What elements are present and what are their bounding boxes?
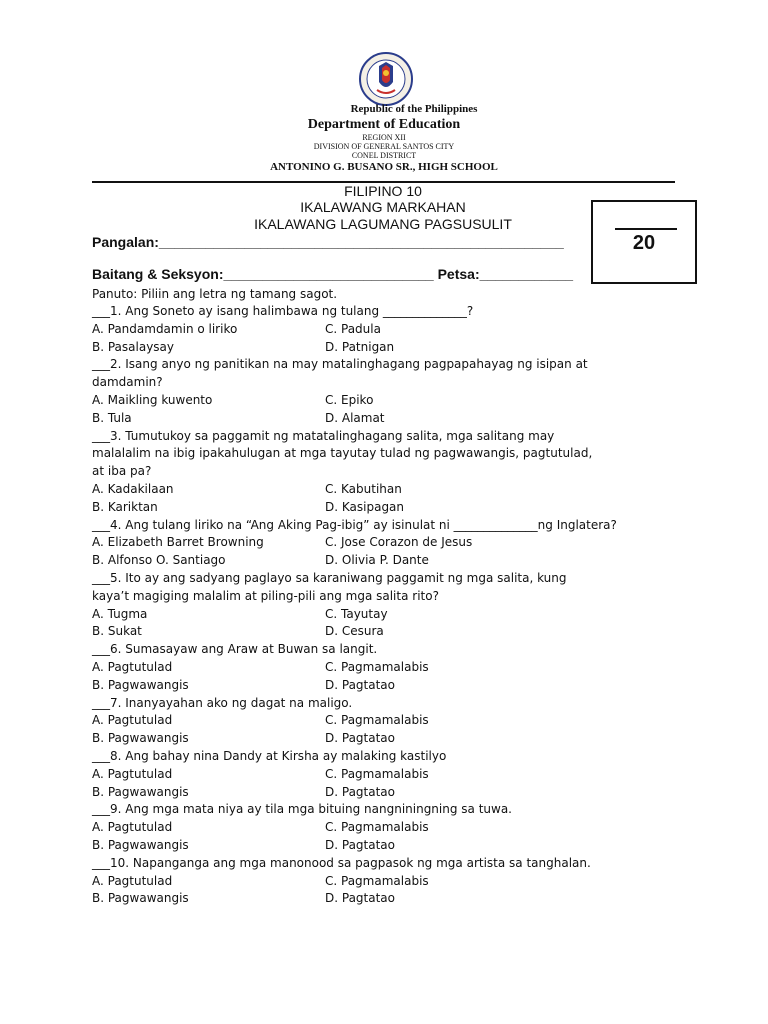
question-6-option: A. Pagtutulad	[92, 660, 173, 674]
question-5-text: kaya’t magiging malalim at piling-pili ang mga salita rito?	[92, 588, 439, 603]
district-heading: CONEL DISTRICT	[351, 151, 417, 160]
question-7-option: A. Pagtutulad	[92, 713, 173, 728]
question-2-option: D. Alamat	[325, 410, 385, 425]
question-5-option: A. Tugma	[92, 606, 148, 621]
question-10-text: ___10. Napanganga ang mga manonood sa pagpasok ng mga artista sa tanghalan.	[92, 855, 591, 870]
question-2-text: damdamin?	[92, 375, 163, 390]
question-5-text: ___5. Ito ay ang sadyang paglayo sa karaniwang paggamit ng mga salita, kung	[92, 571, 567, 585]
question-4-option: A. Elizabeth Barret Browning	[92, 535, 264, 550]
question-9-option: D. Pagtatao	[325, 838, 395, 852]
question-10-option: C. Pagmamalabis	[325, 873, 429, 888]
question-8-option: A. Pagtutulad	[92, 766, 173, 781]
question-7-option: B. Pagwawangis	[92, 731, 189, 746]
name-field: Pangalan:____________________________________________________	[92, 234, 564, 250]
exam-quarter: IKALAWANG MARKAHAN	[300, 199, 466, 215]
question-9-text: ___9. Ang mga mata niya ay tila mga bituing nangniningning sa tuwa.	[92, 802, 512, 817]
department-heading: Department of Education	[307, 117, 461, 132]
question-7-text: ___7. Inanyayahan ako ng dagat na maligo.	[92, 695, 353, 710]
question-6-option: B. Pagwawangis	[92, 677, 189, 692]
exam-title: IKALAWANG LAGUMANG PAGSUSULIT	[254, 216, 512, 232]
question-1-option: C. Padula	[325, 321, 381, 336]
question-9-option: C. Pagmamalabis	[325, 820, 429, 835]
school-heading: ANTONINO G. BUSANO SR., HIGH SCHOOL	[270, 161, 498, 173]
question-8-option: C. Pagmamalabis	[325, 766, 429, 781]
question-7-option: D. Pagtatao	[325, 731, 395, 746]
grade-section-date-field: Baitang & Seksyon:___________________________ Petsa:____________	[92, 266, 574, 282]
question-8-option: B. Pagwawangis	[92, 784, 189, 799]
score-total: 20	[632, 232, 656, 254]
score-blank	[615, 228, 677, 230]
question-8-text: ___8. Ang bahay nina Dandy at Kirsha ay malaking kastilyo	[92, 749, 447, 763]
question-9-option: A. Pagtutulad	[92, 820, 173, 835]
question-3-text: malalalim na ibig ipakahulugan at mga tayutay tulad ng pagwawangis, pagtutulad,	[92, 446, 593, 461]
question-6-option: D. Pagtatao	[325, 677, 395, 692]
question-7-option: C. Pagmamalabis	[325, 713, 429, 728]
question-6-option: C. Pagmamalabis	[325, 660, 429, 674]
question-10-option: A. Pagtutulad	[92, 873, 173, 888]
question-1-option: D. Patnigan	[325, 339, 395, 354]
question-3-text: at iba pa?	[92, 464, 152, 479]
question-3-option: D. Kasipagan	[325, 499, 405, 514]
question-3-option: A. Kadakilaan	[92, 482, 174, 496]
question-2-option: A. Maikling kuwento	[92, 393, 213, 407]
score-box	[591, 200, 697, 284]
question-1-option: B. Pasalaysay	[92, 339, 175, 354]
question-2-text: ___2. Isang anyo ng panitikan na may matalinghagang pagpapahayag ng isipan at	[92, 357, 588, 372]
question-4-option: B. Alfonso O. Santiago	[92, 553, 226, 568]
question-2-option: C. Epiko	[325, 393, 374, 407]
question-3-option: C. Kabutihan	[325, 482, 402, 496]
region-heading: REGION XII	[362, 133, 406, 142]
question-5-option: D. Cesura	[325, 624, 384, 639]
question-5-option: C. Tayutay	[325, 606, 388, 621]
deped-seal-icon	[359, 52, 413, 106]
question-4-option: D. Olivia P. Dante	[325, 553, 429, 568]
question-5-option: B. Sukat	[92, 624, 142, 639]
question-3-option: B. Kariktan	[92, 499, 158, 514]
question-1-option: A. Pandamdamin o liriko	[92, 321, 238, 336]
question-9-option: B. Pagwawangis	[92, 838, 189, 852]
question-6-text: ___6. Sumasayaw ang Araw at Buwan sa langit.	[92, 642, 378, 657]
question-4-option: C. Jose Corazon de Jesus	[325, 535, 473, 550]
division-heading: DIVISION OF GENERAL SANTOS CITY	[313, 142, 455, 151]
exam-subject: FILIPINO 10	[344, 183, 422, 199]
question-4-text: ___4. Ang tulang liriko na “Ang Aking Pag-ibig” ay isinulat ni ______________ng Inglatera?	[92, 517, 617, 532]
question-10-option: D. Pagtatao	[325, 891, 395, 906]
question-8-option: D. Pagtatao	[325, 784, 395, 799]
republic-heading: Republic of the Philippines	[350, 103, 478, 115]
question-3-text: ___3. Tumutukoy sa paggamit ng matatalinghagang salita, mga salitang may	[92, 428, 555, 443]
question-1-text: ___1. Ang Soneto ay isang halimbawa ng tulang ______________?	[92, 304, 474, 318]
question-10-option: B. Pagwawangis	[92, 891, 189, 906]
question-2-option: B. Tula	[92, 410, 132, 425]
instructions: Panuto: Piliin ang letra ng tamang sagot.	[92, 287, 338, 301]
